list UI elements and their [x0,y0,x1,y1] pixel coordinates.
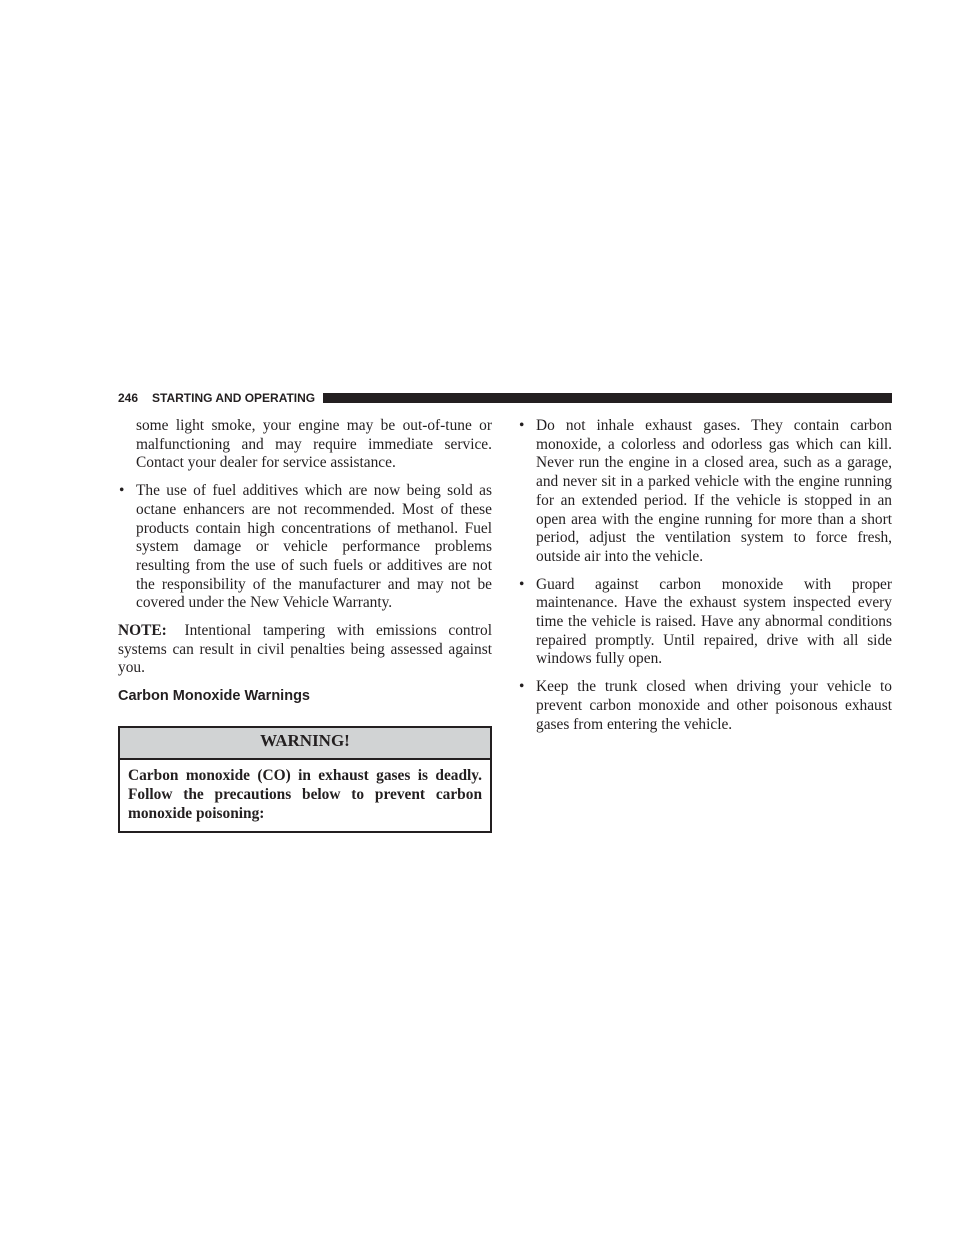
bullet-icon: • [519,417,525,434]
left-column [118,417,492,833]
list-item-text: Keep the trunk closed when driving your vehicle to prevent carbon monoxide and other poisonous exhaust gases from entering the vehicle. [536,678,892,733]
list-item-text: The use of fuel additives which are now being sold as octane enhancers are not recommended. Most of these products contain high concentrations of methanol. Fuel system damage or vehicle performance problems resulting from the use of such fuels or additives are not the responsibility of the manufacturer and may not be covered under the New Vehicle Warranty. [136,482,492,612]
page-number: 246 [118,391,139,405]
warning-text: Carbon monoxide (CO) in exhaust gases is deadly. Follow the precautions below to prevent carbon monoxide poisoning: [128,766,482,822]
note-label: NOTE: [118,622,167,640]
warning-box [118,726,492,833]
list-item [518,678,892,734]
bullet-icon: • [519,678,525,696]
list-item-text: Guard against carbon monoxide with proper maintenance. Have the exhaust system inspected every time the vehicle is raised. Have any abnormal conditions repaired promptly. Until repaired, drive with all side windows fully open. [536,575,892,668]
list-item [518,576,892,670]
section-title: STARTING AND OPERATING [152,391,316,405]
section-heading: Carbon Monoxide Warnings [118,688,310,705]
bullet-icon: • [119,482,125,500]
list-item-text: Do not inhale exhaust gases. They contain carbon monoxide, a colorless and odorless gas which can kill. Never run the engine in a closed area, such as a garage, and never sit in a parked vehicle with the engine running for an extended period. If the vehicle is stopped in an open area with the engine running for more than a short period, adjust the ventilation system to force fresh, outside air into the vehicle. [536,417,892,565]
list-item-fuel-additives [118,482,492,613]
note-paragraph [118,622,492,678]
right-column [518,417,892,743]
running-header [118,390,892,406]
bullet-icon: • [519,575,525,593]
continued-paragraph: some light smoke, your engine may be out-of-tune or malfunctioning and may require immediate service. Contact your dealer for service assistance. [136,417,492,472]
note-text: Intentional tampering with emissions control systems can result in civil penalties being assessed against you. [118,622,492,677]
list-item [518,417,892,567]
header-rule [323,393,892,403]
warning-title: WARNING! [120,728,490,760]
